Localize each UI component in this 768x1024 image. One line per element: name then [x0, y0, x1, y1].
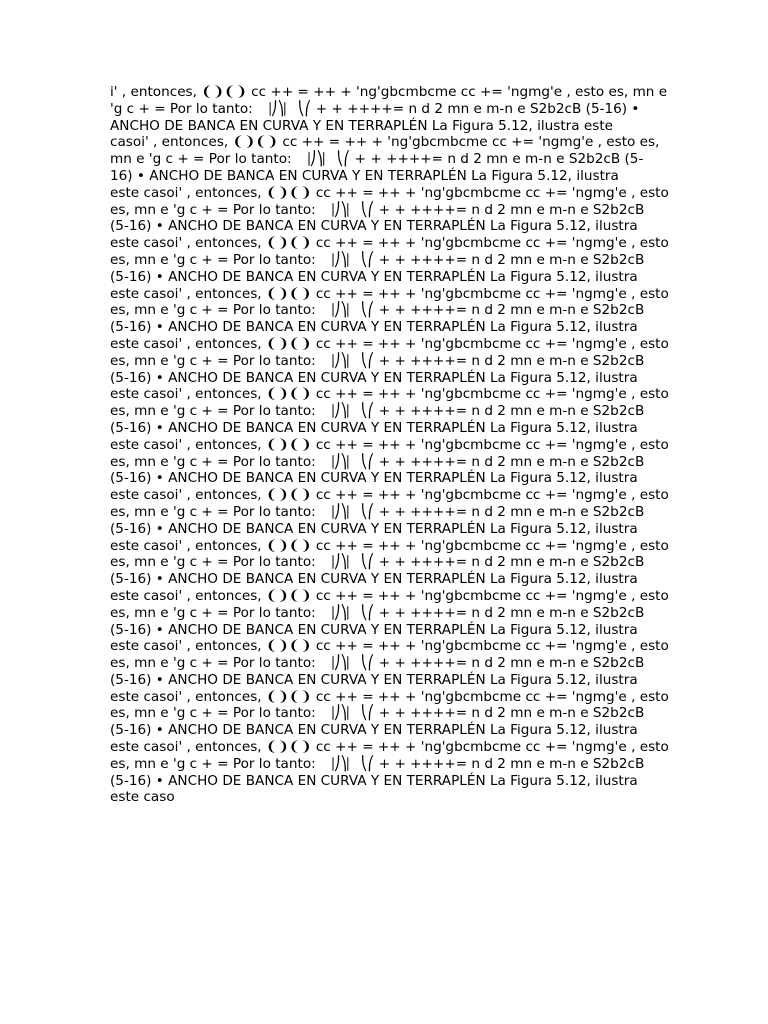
- text-line: (5-16) • ANCHO DE BANCA EN CURVA Y EN TERRAPLÉN La Figura 5.12, ilustra: [110, 571, 638, 588]
- text-line: es, mn e 'g c + = Por lo tanto: ⎹⎠⎞⎸⎝⎛ + + ++++= n d 2 mn e m-n e S2b2cB: [110, 503, 645, 520]
- text-line: ANCHO DE BANCA EN CURVA Y EN TERRAPLÉN La Figura 5.12, ilustra este: [110, 117, 614, 134]
- text-line: este casoi' , entonces, ❨❩❨❩ cc ++ = ++ + 'ng'gbcmbcme cc += 'ngmg'e , esto: [110, 638, 669, 655]
- text-line: es, mn e 'g c + = Por lo tanto: ⎹⎠⎞⎸⎝⎛ + + ++++= n d 2 mn e m-n e S2b2cB: [110, 251, 645, 268]
- text-line: este casoi' , entonces, ❨❩❨❩ cc ++ = ++ + 'ng'gbcmbcme cc += 'ngmg'e , esto: [110, 587, 669, 604]
- text-line: (5-16) • ANCHO DE BANCA EN CURVA Y EN TERRAPLÉN La Figura 5.12, ilustra: [110, 621, 638, 638]
- text-line: 16) • ANCHO DE BANCA EN CURVA Y EN TERRAPLÉN La Figura 5.12, ilustra: [110, 167, 619, 184]
- text-line: es, mn e 'g c + = Por lo tanto: ⎹⎠⎞⎸⎝⎛ + + ++++= n d 2 mn e m-n e S2b2cB: [110, 705, 645, 722]
- text-line: casoi' , entonces, ❨❩❨❩ cc ++ = ++ + 'ng'gbcmbcme cc += 'ngmg'e , esto es,: [110, 134, 660, 151]
- text-line: este casoi' , entonces, ❨❩❨❩ cc ++ = ++ + 'ng'gbcmbcme cc += 'ngmg'e , esto: [110, 386, 669, 403]
- text-line: (5-16) • ANCHO DE BANCA EN CURVA Y EN TERRAPLÉN La Figura 5.12, ilustra: [110, 268, 638, 285]
- text-line: este casoi' , entonces, ❨❩❨❩ cc ++ = ++ + 'ng'gbcmbcme cc += 'ngmg'e , esto: [110, 184, 669, 201]
- text-line: (5-16) • ANCHO DE BANCA EN CURVA Y EN TERRAPLÉN La Figura 5.12, ilustra: [110, 671, 638, 688]
- text-line: (5-16) • ANCHO DE BANCA EN CURVA Y EN TERRAPLÉN La Figura 5.12, ilustra: [110, 470, 638, 487]
- text-line: (5-16) • ANCHO DE BANCA EN CURVA Y EN TERRAPLÉN La Figura 5.12, ilustra: [110, 722, 638, 739]
- text-line: este casoi' , entonces, ❨❩❨❩ cc ++ = ++ + 'ng'gbcmbcme cc += 'ngmg'e , esto: [110, 285, 669, 302]
- text-line: es, mn e 'g c + = Por lo tanto: ⎹⎠⎞⎸⎝⎛ + + ++++= n d 2 mn e m-n e S2b2cB: [110, 352, 645, 369]
- text-line: este casoi' , entonces, ❨❩❨❩ cc ++ = ++ + 'ng'gbcmbcme cc += 'ngmg'e , esto: [110, 537, 669, 554]
- text-line: 'g c + = Por lo tanto: ⎹⎠⎞⎸⎝⎛ + + ++++= n d 2 mn e m-n e S2b2cB (5-16) •: [110, 100, 640, 117]
- text-line: es, mn e 'g c + = Por lo tanto: ⎹⎠⎞⎸⎝⎛ + + ++++= n d 2 mn e m-n e S2b2cB: [110, 554, 645, 571]
- text-line: (5-16) • ANCHO DE BANCA EN CURVA Y EN TERRAPLÉN La Figura 5.12, ilustra: [110, 218, 638, 235]
- text-line: este casoi' , entonces, ❨❩❨❩ cc ++ = ++ + 'ng'gbcmbcme cc += 'ngmg'e , esto: [110, 487, 669, 504]
- text-line: este casoi' , entonces, ❨❩❨❩ cc ++ = ++ + 'ng'gbcmbcme cc += 'ngmg'e , esto: [110, 688, 669, 705]
- text-line: este caso: [110, 789, 175, 806]
- text-line: (5-16) • ANCHO DE BANCA EN CURVA Y EN TERRAPLÉN La Figura 5.12, ilustra: [110, 419, 638, 436]
- text-line: este casoi' , entonces, ❨❩❨❩ cc ++ = ++ + 'ng'gbcmbcme cc += 'ngmg'e , esto: [110, 739, 669, 756]
- text-line: es, mn e 'g c + = Por lo tanto: ⎹⎠⎞⎸⎝⎛ + + ++++= n d 2 mn e m-n e S2b2cB: [110, 604, 645, 621]
- text-line: mn e 'g c + = Por lo tanto: ⎹⎠⎞⎸⎝⎛ + + ++++= n d 2 mn e m-n e S2b2cB (5-: [110, 151, 644, 168]
- document-body-text: [110, 84, 670, 806]
- text-line: este casoi' , entonces, ❨❩❨❩ cc ++ = ++ + 'ng'gbcmbcme cc += 'ngmg'e , esto: [110, 335, 669, 352]
- text-line: es, mn e 'g c + = Por lo tanto: ⎹⎠⎞⎸⎝⎛ + + ++++= n d 2 mn e m-n e S2b2cB: [110, 755, 645, 772]
- text-line: es, mn e 'g c + = Por lo tanto: ⎹⎠⎞⎸⎝⎛ + + ++++= n d 2 mn e m-n e S2b2cB: [110, 201, 645, 218]
- text-line: este casoi' , entonces, ❨❩❨❩ cc ++ = ++ + 'ng'gbcmbcme cc += 'ngmg'e , esto: [110, 436, 669, 453]
- text-line: (5-16) • ANCHO DE BANCA EN CURVA Y EN TERRAPLÉN La Figura 5.12, ilustra: [110, 319, 638, 336]
- text-line: (5-16) • ANCHO DE BANCA EN CURVA Y EN TERRAPLÉN La Figura 5.12, ilustra: [110, 772, 638, 789]
- text-line: este casoi' , entonces, ❨❩❨❩ cc ++ = ++ + 'ng'gbcmbcme cc += 'ngmg'e , esto: [110, 235, 669, 252]
- text-line: es, mn e 'g c + = Por lo tanto: ⎹⎠⎞⎸⎝⎛ + + ++++= n d 2 mn e m-n e S2b2cB: [110, 655, 645, 672]
- text-line: es, mn e 'g c + = Por lo tanto: ⎹⎠⎞⎸⎝⎛ + + ++++= n d 2 mn e m-n e S2b2cB: [110, 302, 645, 319]
- text-line: es, mn e 'g c + = Por lo tanto: ⎹⎠⎞⎸⎝⎛ + + ++++= n d 2 mn e m-n e S2b2cB: [110, 453, 645, 470]
- text-line: i' , entonces, ❨❩❨❩ cc ++ = ++ + 'ng'gbcmbcme cc += 'ngmg'e , esto es, mn e: [110, 84, 668, 100]
- text-line: (5-16) • ANCHO DE BANCA EN CURVA Y EN TERRAPLÉN La Figura 5.12, ilustra: [110, 520, 638, 537]
- text-line: (5-16) • ANCHO DE BANCA EN CURVA Y EN TERRAPLÉN La Figura 5.12, ilustra: [110, 369, 638, 386]
- text-line: es, mn e 'g c + = Por lo tanto: ⎹⎠⎞⎸⎝⎛ + + ++++= n d 2 mn e m-n e S2b2cB: [110, 403, 645, 420]
